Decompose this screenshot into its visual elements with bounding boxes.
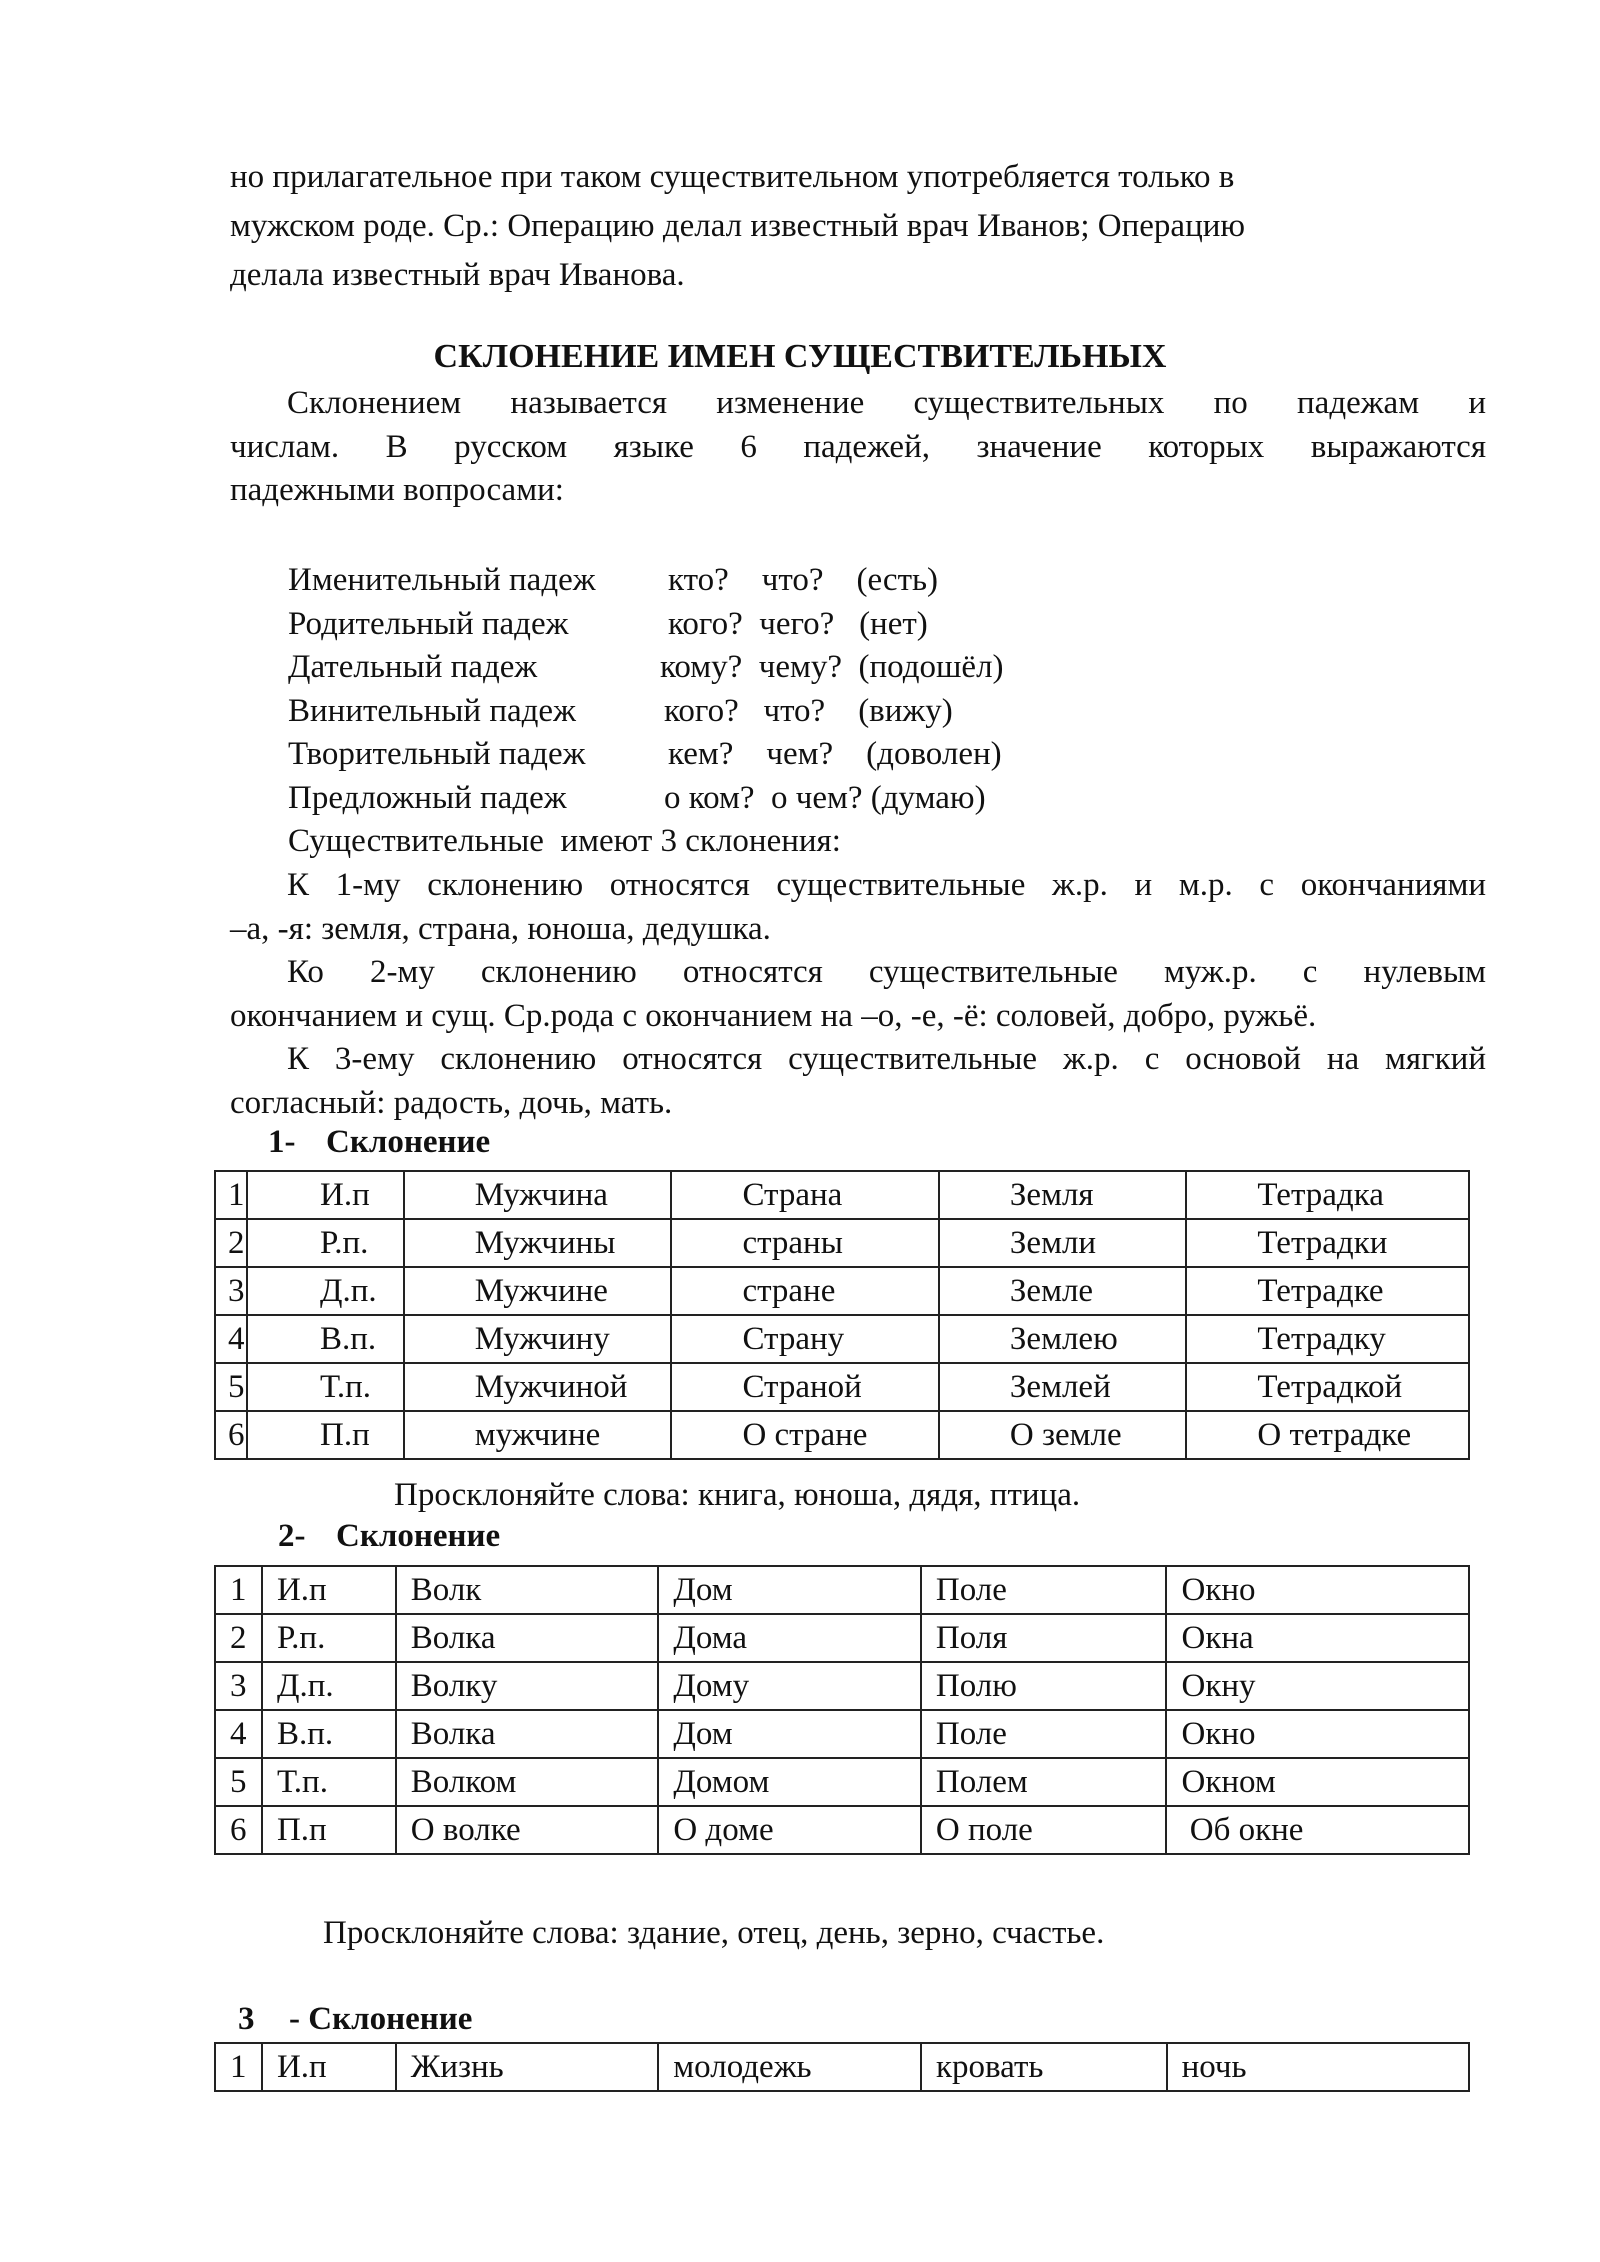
word-cell: Мужчины [404, 1219, 672, 1267]
case-row [288, 690, 1004, 734]
table-row [215, 1171, 1469, 1219]
case-abbrev-cell: П.п [247, 1411, 404, 1459]
rule-line: К 1-му склонению относятся существительные ж.р. и м.р. с окончаниями [287, 867, 1486, 903]
word-cell: Поле [921, 1710, 1167, 1758]
case-abbrev-cell: П.п [262, 1806, 396, 1854]
word-cell: Страну [671, 1315, 938, 1363]
table-row [215, 1315, 1469, 1363]
word-cell: Дома [658, 1614, 921, 1662]
word-cell: Окном [1166, 1758, 1469, 1806]
decl1-exercise: Просклоняйте слова: книга, юноша, дядя, птица. [394, 1477, 1081, 1513]
word-cell: Домом [658, 1758, 921, 1806]
table-row [215, 1758, 1469, 1806]
word-cell: Земле [939, 1267, 1187, 1315]
word-cell: Земля [939, 1171, 1187, 1219]
table-row [215, 1363, 1469, 1411]
row-number-cell: 4 [215, 1710, 262, 1758]
decl1-heading-num: 1- [268, 1124, 296, 1160]
case-name: Родительный падеж [288, 605, 569, 642]
case-questions: кем? чем? (доволен) [668, 736, 1002, 772]
rule-line: согласный: радость, дочь, мать. [230, 1084, 673, 1121]
word-cell: Жизнь [396, 2043, 659, 2091]
word-cell: Полем [921, 1758, 1167, 1806]
word-cell: Страной [671, 1363, 938, 1411]
word-cell: Дом [658, 1710, 921, 1758]
word-cell: стране [671, 1267, 938, 1315]
row-number-cell: 1 [215, 2043, 262, 2091]
word-cell: Земли [939, 1219, 1187, 1267]
case-abbrev-cell: И.п [247, 1171, 404, 1219]
table-row [215, 1662, 1469, 1710]
decl2-table [214, 1565, 1470, 1855]
case-abbrev-cell: Т.п. [262, 1758, 396, 1806]
word-cell: Окно [1166, 1566, 1469, 1614]
case-row [288, 603, 1004, 647]
word-cell: Поле [921, 1566, 1167, 1614]
decl1-heading [268, 1124, 490, 1161]
rule-line: Ко 2-му склонению относятся существительные муж.р. с нулевым [287, 954, 1486, 990]
decl3-table [214, 2042, 1470, 2092]
decl2-exercise: Просклоняйте слова: здание, отец, день, зерно, счастье. [323, 1915, 1105, 1951]
word-cell: Мужчину [404, 1315, 672, 1363]
word-cell: О стране [671, 1411, 938, 1459]
case-questions: кто? что? (есть) [668, 562, 939, 598]
intro-line: но прилагательное при таком существительном употребляется только в [230, 159, 1235, 195]
definition-paragraph [230, 382, 1486, 513]
case-abbrev-cell: В.п. [247, 1315, 404, 1363]
row-number-cell: 6 [215, 1806, 262, 1854]
decl1-heading-label: Склонение [326, 1124, 491, 1160]
row-number-cell: 1 [215, 1566, 262, 1614]
case-name: Дательный падеж [288, 649, 538, 685]
word-cell: ночь [1167, 2043, 1469, 2091]
word-cell: О тетрадке [1186, 1411, 1469, 1459]
rule-line: окончанием и сущ. Ср.рода с окончанием на –о, -е, -ё: соловей, добро, ружьё. [230, 997, 1317, 1034]
case-questions: о ком? о чем? (думаю) [664, 779, 986, 816]
case-list [288, 559, 1004, 864]
word-cell: Дом [658, 1566, 921, 1614]
row-number-cell: 5 [215, 1758, 262, 1806]
case-abbrev-cell: Т.п. [247, 1363, 404, 1411]
decl3-heading-label: - Склонение [289, 2001, 473, 2037]
word-cell: Страна [671, 1171, 938, 1219]
word-cell: Волком [396, 1758, 659, 1806]
table-row [215, 1614, 1469, 1662]
intro-paragraph [230, 153, 1486, 300]
definition-line: Склонением называется изменение существительных по падежам и [287, 385, 1486, 421]
case-row [288, 559, 1004, 603]
row-number-cell: 6 [215, 1411, 247, 1459]
declension-rules [230, 864, 1486, 1125]
word-cell: Тетрадка [1186, 1171, 1469, 1219]
word-cell: Волка [396, 1710, 659, 1758]
case-row [288, 646, 1004, 690]
word-cell: Окно [1166, 1710, 1469, 1758]
section-title: СКЛОНЕНИЕ ИМЕН СУЩЕСТВИТЕЛЬНЫХ [433, 338, 1167, 375]
word-cell: Тетрадки [1186, 1219, 1469, 1267]
row-number-cell: 5 [215, 1363, 247, 1411]
word-cell: О поле [921, 1806, 1167, 1854]
declensions-intro-row [288, 820, 1004, 864]
rule-line: –а, -я: земля, страна, юноша, дедушка. [230, 910, 771, 947]
case-abbrev-cell: Д.п. [247, 1267, 404, 1315]
decl3-heading [238, 2001, 472, 2038]
case-name: Винительный падеж [288, 692, 576, 729]
word-cell: Волк [396, 1566, 659, 1614]
word-cell: Дому [658, 1662, 921, 1710]
case-abbrev-cell: В.п. [262, 1710, 396, 1758]
word-cell: Землею [939, 1315, 1187, 1363]
row-number-cell: 4 [215, 1315, 247, 1363]
word-cell: О земле [939, 1411, 1187, 1459]
word-cell: О доме [658, 1806, 921, 1854]
word-cell: кровать [921, 2043, 1167, 2091]
table-row [215, 1710, 1469, 1758]
case-name: Творительный падеж [288, 736, 586, 772]
table-row [215, 1411, 1469, 1459]
declensions-intro: Существительные имеют 3 склонения: [288, 823, 841, 859]
definition-line: числам. В русском языке 6 падежей, значение которых выражаются [230, 428, 1486, 465]
word-cell: Поля [921, 1614, 1167, 1662]
word-cell: Окна [1166, 1614, 1469, 1662]
rule-line: К 3-ему склонению относятся существительные ж.р. с основой на мягкий [287, 1041, 1486, 1077]
word-cell: Об окне [1166, 1806, 1469, 1854]
row-number-cell: 2 [215, 1219, 247, 1267]
word-cell: Тетрадке [1186, 1267, 1469, 1315]
row-number-cell: 1 [215, 1171, 247, 1219]
word-cell: Волка [396, 1614, 659, 1662]
case-abbrev-cell: И.п [262, 2043, 396, 2091]
case-questions: кого? чего? (нет) [668, 605, 928, 642]
word-cell: Волку [396, 1662, 659, 1710]
word-cell: молодежь [658, 2043, 921, 2091]
case-abbrev-cell: Д.п. [262, 1662, 396, 1710]
word-cell: Окну [1166, 1662, 1469, 1710]
case-row [288, 777, 1004, 821]
decl2-heading-num: 2- [278, 1518, 306, 1554]
case-questions: кого? что? (вижу) [664, 692, 953, 729]
case-name: Предложный падеж [288, 779, 567, 816]
word-cell: страны [671, 1219, 938, 1267]
word-cell: Тетрадкой [1186, 1363, 1469, 1411]
case-abbrev-cell: Р.п. [247, 1219, 404, 1267]
case-row [288, 733, 1004, 777]
case-name: Именительный падеж [288, 562, 596, 598]
table-row [215, 2043, 1469, 2091]
row-number-cell: 3 [215, 1662, 262, 1710]
decl1-table [214, 1170, 1470, 1460]
case-abbrev-cell: Р.п. [262, 1614, 396, 1662]
word-cell: Землей [939, 1363, 1187, 1411]
intro-line: делала известный врач Иванова. [230, 257, 685, 293]
intro-line: мужском роде. Ср.: Операцию делал известный врач Иванов; Операцию [230, 208, 1246, 244]
word-cell: Мужчиной [404, 1363, 672, 1411]
table-row [215, 1267, 1469, 1315]
word-cell: Мужчине [404, 1267, 672, 1315]
decl2-heading-label: Склонение [336, 1518, 501, 1554]
table-row [215, 1806, 1469, 1854]
word-cell: Мужчина [404, 1171, 672, 1219]
row-number-cell: 2 [215, 1614, 262, 1662]
word-cell: О волке [396, 1806, 659, 1854]
row-number-cell: 3 [215, 1267, 247, 1315]
word-cell: Тетрадку [1186, 1315, 1469, 1363]
table-row [215, 1566, 1469, 1614]
decl2-heading [278, 1518, 500, 1555]
definition-line: падежными вопросами: [230, 472, 564, 508]
case-questions: кому? чему? (подошёл) [660, 649, 1004, 685]
decl3-heading-num: 3 [238, 2001, 255, 2037]
table-row [215, 1219, 1469, 1267]
word-cell: Полю [921, 1662, 1167, 1710]
case-abbrev-cell: И.п [262, 1566, 396, 1614]
word-cell: мужчине [404, 1411, 672, 1459]
